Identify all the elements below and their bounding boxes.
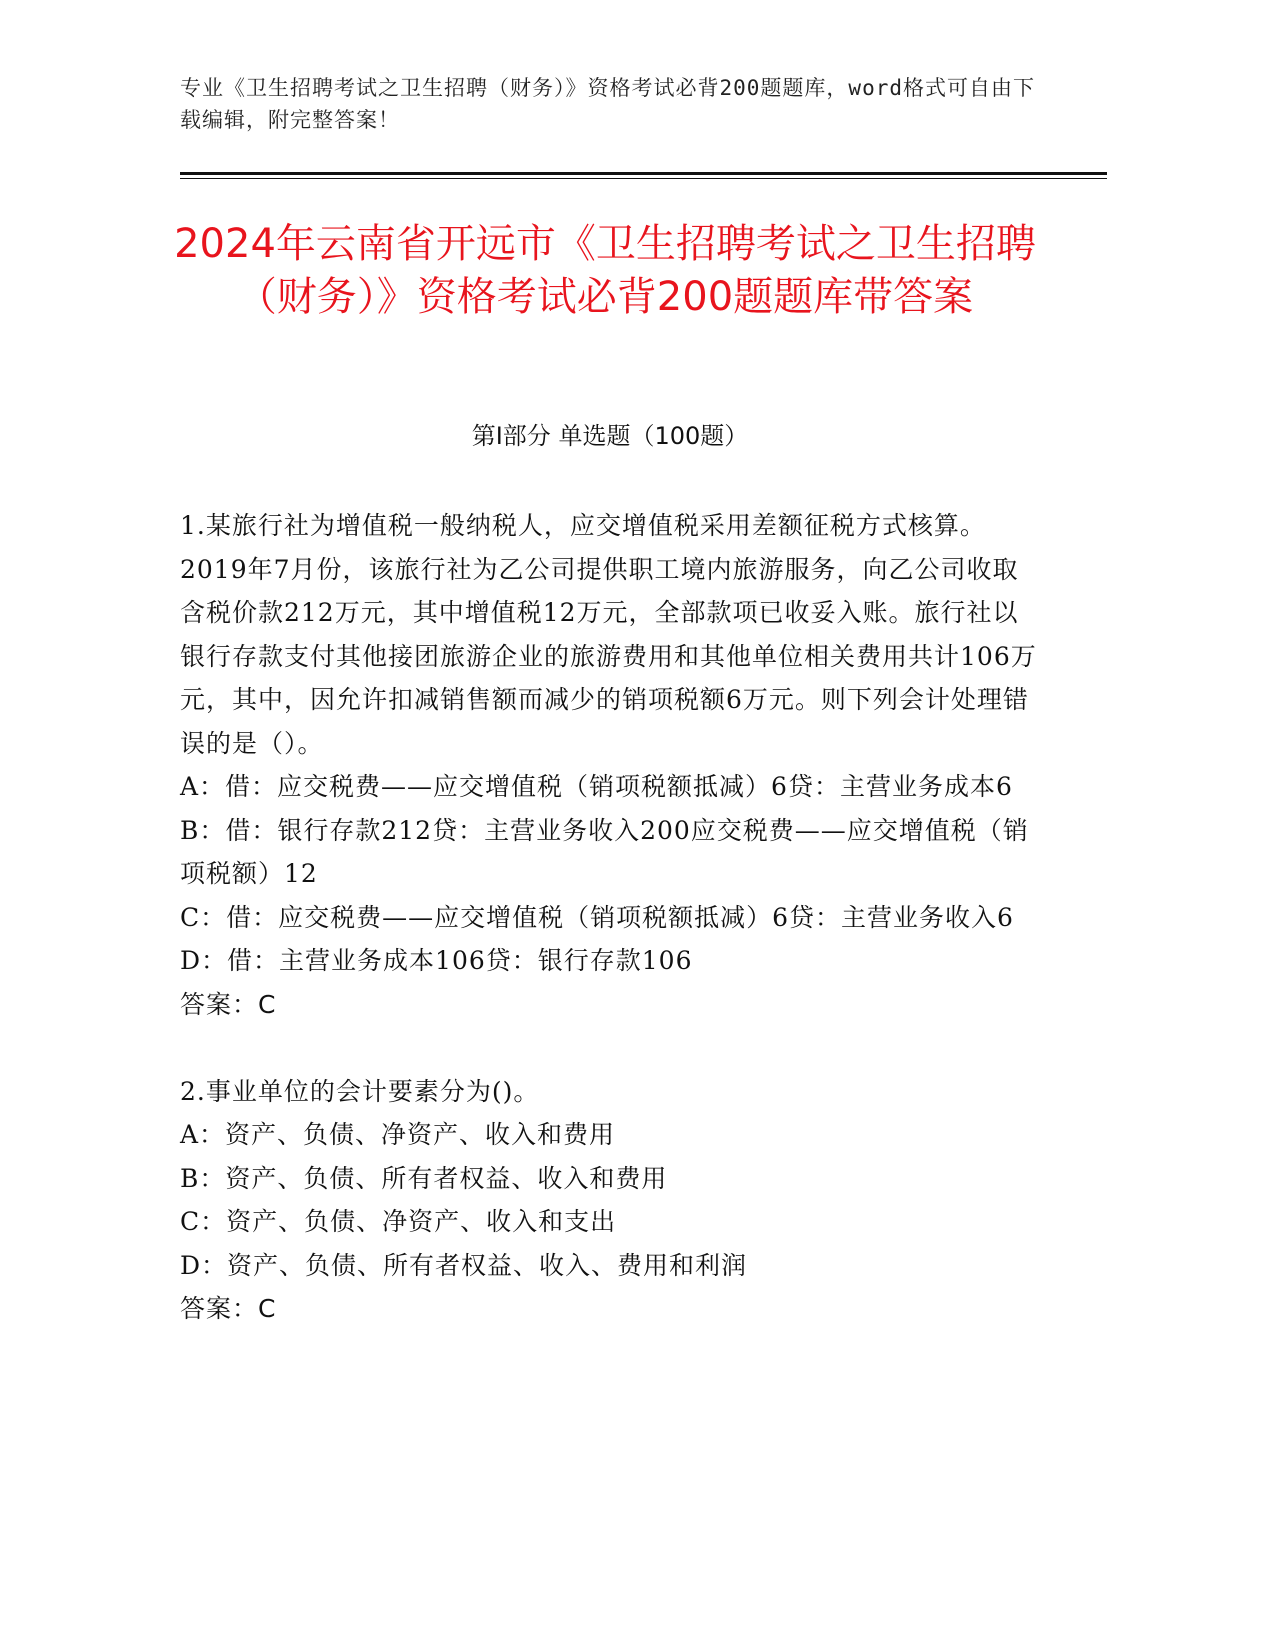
question-stem: 2.事业单位的会计要素分为()。 (180, 1076, 540, 1106)
section-title: 第Ⅰ部分 单选题（100题） (471, 422, 749, 450)
question-option-b: B：资产、负债、所有者权益、收入和费用 (180, 1163, 668, 1193)
question-stem: 1.某旅行社为增值税一般纳税人，应交增值税采用差额征税方式核算。2019年7月份，该旅行社为乙公司提供职工境内旅游服务，向乙公司收取含税价款212万元，其中增值税12万元，全部款项已收妥入账。旅行社以银行存款支付其他接团旅游企业的旅游费用和其他单位相关费用共计106万元，其中，因允许扣减销售额而减少的销项税额6万元。则下列会计处理错误的是（）。 (180, 511, 1037, 758)
question-list (180, 504, 1040, 1331)
question-option-a: A：资产、负债、净资产、收入和费用 (180, 1120, 616, 1149)
question-option-d: D：借：主营业务成本106贷：银行存款106 (180, 946, 693, 975)
question-option-a: A：借：应交税费——应交增值税（销项税额抵减）6贷：主营业务成本6 (180, 772, 1013, 801)
question-answer: 答案：C (180, 1294, 277, 1323)
question-option-d: D：资产、负债、所有者权益、收入、费用和利润 (180, 1250, 748, 1280)
question-item (180, 504, 1040, 1026)
question-answer: 答案：C (180, 989, 277, 1019)
document-title: 2024年云南省开远市《卫生招聘考试之卫生招聘（财务）》资格考试必背200题题库带答案 (174, 221, 1036, 320)
header-divider-thin (180, 178, 1107, 179)
header-divider-thick (180, 172, 1107, 175)
question-option-c: C：资产、负债、净资产、收入和支出 (180, 1207, 617, 1236)
question-option-b: B：借：银行存款212贷：主营业务收入200应交税费——应交增值税（销项税额）12 (180, 815, 1029, 888)
question-spacer (180, 1026, 1040, 1070)
question-item (180, 1070, 1040, 1331)
question-option-c: C：借：应交税费——应交增值税（销项税额抵减）6贷：主营业务收入6 (180, 902, 1014, 932)
header-note: 专业《卫生招聘考试之卫生招聘（财务）》资格考试必背200题题库，word格式可自由下载编辑，附完整答案！ (180, 76, 1035, 132)
